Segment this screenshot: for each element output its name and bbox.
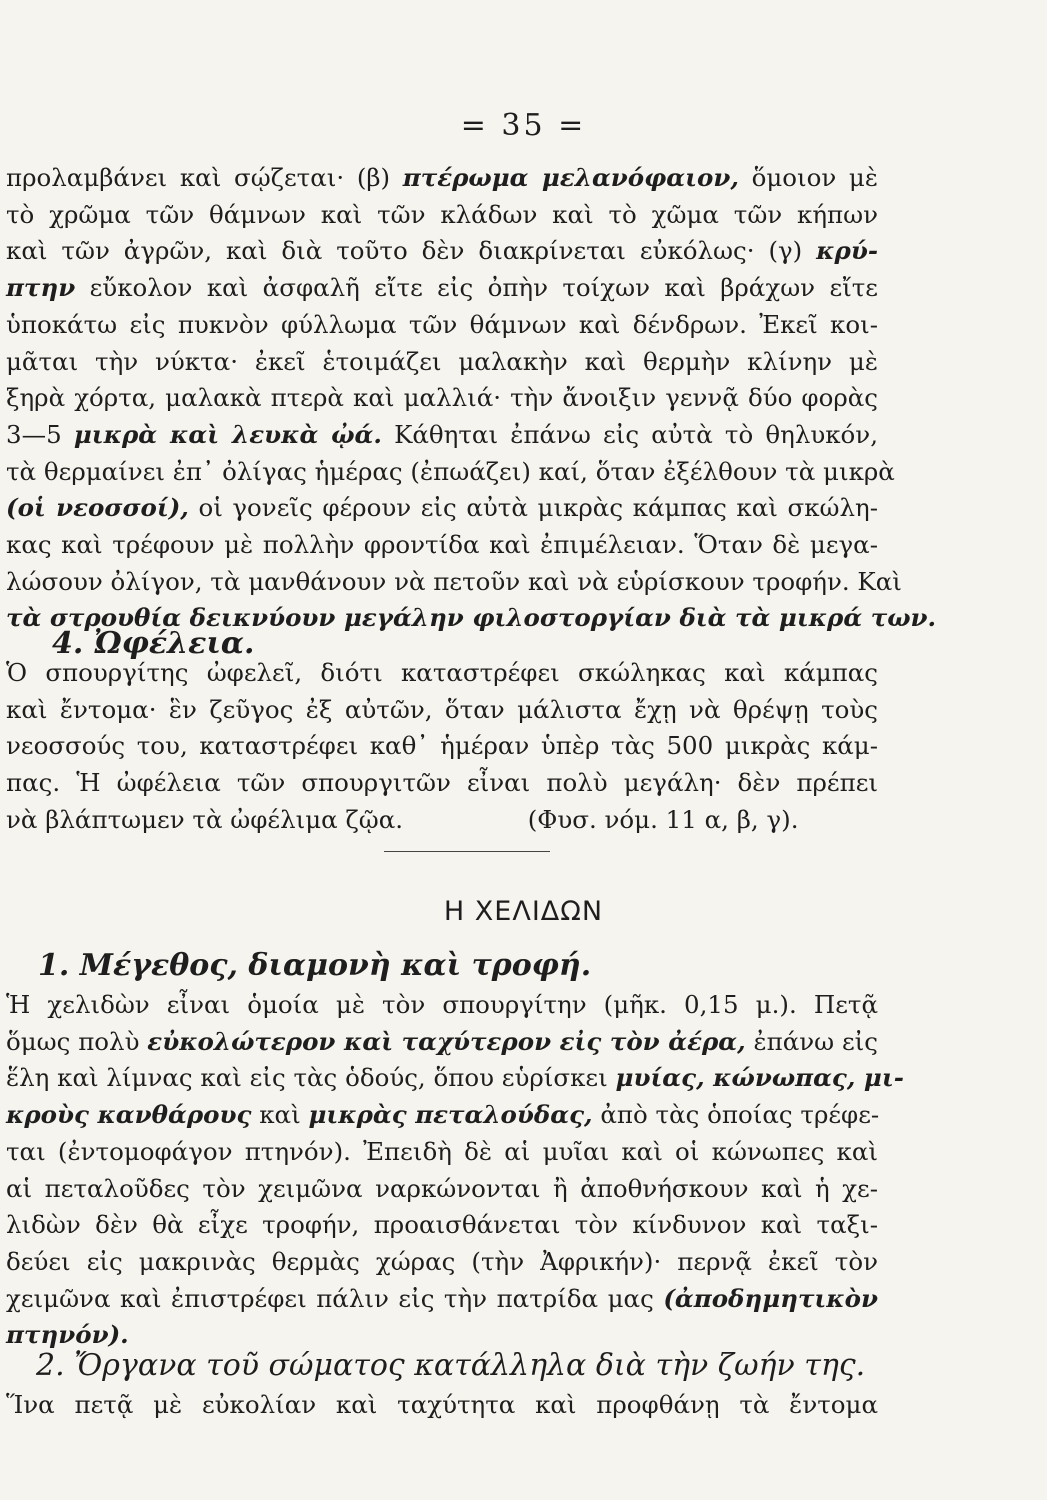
heading-size-habitat: 1. Μέγεθος, διαμονὴ καὶ τροφή. — [38, 948, 592, 983]
text-line: ὑποκάτω εἰς πυκνὸν φύλλωμα τῶν θάμνων καὶ δένδρων. Ἐκεῖ κοι- — [6, 309, 878, 339]
text-line: (οἱ νεοσσοί), οἱ γονεῖς φέρουν εἰς αὐτὰ μικρὰς κάμπας καὶ σκώλη- — [6, 493, 878, 523]
text-line: μᾶται τὴν νύκτα· ἐκεῖ ἑτοιμάζει μαλακὴν καὶ θερμὴν κλίνην μὲ — [6, 346, 878, 376]
text-line: ται (ἐντομοφάγον πτηνόν). Ἐπειδὴ δὲ αἱ μυῖαι καὶ οἱ κώνωπες καὶ — [6, 1136, 878, 1166]
text-line: δεύει εἰς μακρινὰς θερμὰς χώρας (τὴν Ἀφρικήν)· περνᾷ ἐκεῖ τὸν — [6, 1246, 878, 1276]
text-line: τὰ στρουθία δεικνύουν μεγάλην φιλοστοργίαν διὰ τὰ μικρά των. — [6, 603, 937, 633]
heading-benefit: 4. Ὠφέλεια. — [52, 626, 255, 661]
heading-body-organs: 2. Ὄργανα τοῦ σώματος κατάλληλα διὰ τὴν ζωήν της. — [36, 1348, 866, 1383]
text-line: Ἡ χελιδὼν εἶναι ὁμοία μὲ τὸν σπουργίτην (μῆκ. 0,15 μ.). Πετᾷ — [6, 990, 878, 1019]
text-line: πτην εὔκολον καὶ ἀσφαλῆ εἴτε εἰς ὀπὴν τοίχων καὶ βράχων εἴτε — [6, 273, 878, 303]
text-line: καὶ ἔντομα· ἓν ζεῦγος ἐξ αὐτῶν, ὅταν μάλιστα ἔχῃ νὰ θρέψῃ τοὺς — [6, 694, 878, 724]
text-line: πας. Ἡ ὠφέλεια τῶν σπουργιτῶν εἶναι πολὺ μεγάλη· δὲν πρέπει — [6, 768, 878, 798]
text-line: ἕλη καὶ λίμνας καὶ εἰς τὰς ὁδούς, ὅπου εὑρίσκει μυίας, κώνωπας, μι- — [6, 1063, 904, 1093]
text-line: Ὁ σπουργίτης ὠφελεῖ, διότι καταστρέφει σκώληκας καὶ κάμπας — [6, 658, 878, 687]
text-line: Ἵνα πετᾷ μὲ εὐκολίαν καὶ ταχύτητα καὶ προφθάνῃ τὰ ἔντομα — [6, 1390, 878, 1419]
text-line: πτηνόν). — [6, 1320, 129, 1350]
text-line: 3—5 μικρὰ καὶ λευκὰ ᾠά. Κάθηται ἐπάνω εἰς αὐτὰ τὸ θηλυκόν, — [6, 419, 878, 449]
text-line: τὰ θερμαίνει ἐπ᾽ ὀλίγας ἡμέρας (ἐπωάζει) καί, ὅταν ἐξέλθουν τὰ μικρὰ — [6, 456, 895, 486]
text-line: κροὺς κανθάρους καὶ μικρὰς πεταλούδας, ἀπὸ τὰς ὁποίας τρέφε- — [6, 1100, 880, 1130]
text-line: καὶ τῶν ἀγρῶν, καὶ διὰ τοῦτο δὲν διακρίνεται εὐκόλως· (γ) κρύ- — [6, 236, 878, 266]
text-line: νεοσσούς του, καταστρέφει καθ᾽ ἡμέραν ὑπὲρ τὰς 500 μικρὰς κάμ- — [6, 731, 878, 761]
text-line: τὸ χρῶμα τῶν θάμνων καὶ τῶν κλάδων καὶ τὸ χῶμα τῶν κήπων — [6, 199, 878, 229]
section-divider — [384, 851, 550, 852]
text-line: αἱ πεταλοῦδες τὸν χειμῶνα ναρκώνονται ἢ ἀποθνήσκουν καὶ ἡ χε- — [6, 1173, 878, 1203]
text-line: λώσουν ὀλίγον, τὰ μανθάνουν νὰ πετοῦν καὶ νὰ εὑρίσκουν τροφήν. Καὶ — [6, 566, 902, 596]
text-line: ὅμως πολὺ εὐκολώτερον καὶ ταχύτερον εἰς τὸν ἀέρα, ἐπάνω εἰς — [6, 1026, 878, 1056]
section-title: Η ΧΕΛΙΔΩΝ — [443, 896, 604, 927]
text-line: νὰ βλάπτωμεν τὰ ὠφέλιμα ζῷα. (Φυσ. νόμ. 11 α, β, γ). — [6, 804, 799, 834]
text-line: προλαμβάνει καὶ σῴζεται· (β) πτέρωμα μελανόφαιον, ὅμοιον μὲ — [6, 163, 878, 192]
text-line: χειμῶνα καὶ ἐπιστρέφει πάλιν εἰς τὴν πατρίδα μας (ἀποδημητικὸν — [6, 1283, 878, 1313]
page-number: = 35 = — [460, 108, 587, 143]
text-line: κας καὶ τρέφουν μὲ πολλὴν φροντίδα καὶ ἐπιμέλειαν. Ὅταν δὲ μεγα- — [6, 530, 878, 559]
text-line: λιδὼν δὲν θὰ εἶχε τροφήν, προαισθάνεται τὸν κίνδυνον καὶ ταξι- — [6, 1210, 878, 1240]
text-line: ξηρὰ χόρτα, μαλακὰ πτερὰ καὶ μαλλιά· τὴν ἄνοιξιν γεννᾷ δύο φορὰς — [6, 383, 878, 413]
